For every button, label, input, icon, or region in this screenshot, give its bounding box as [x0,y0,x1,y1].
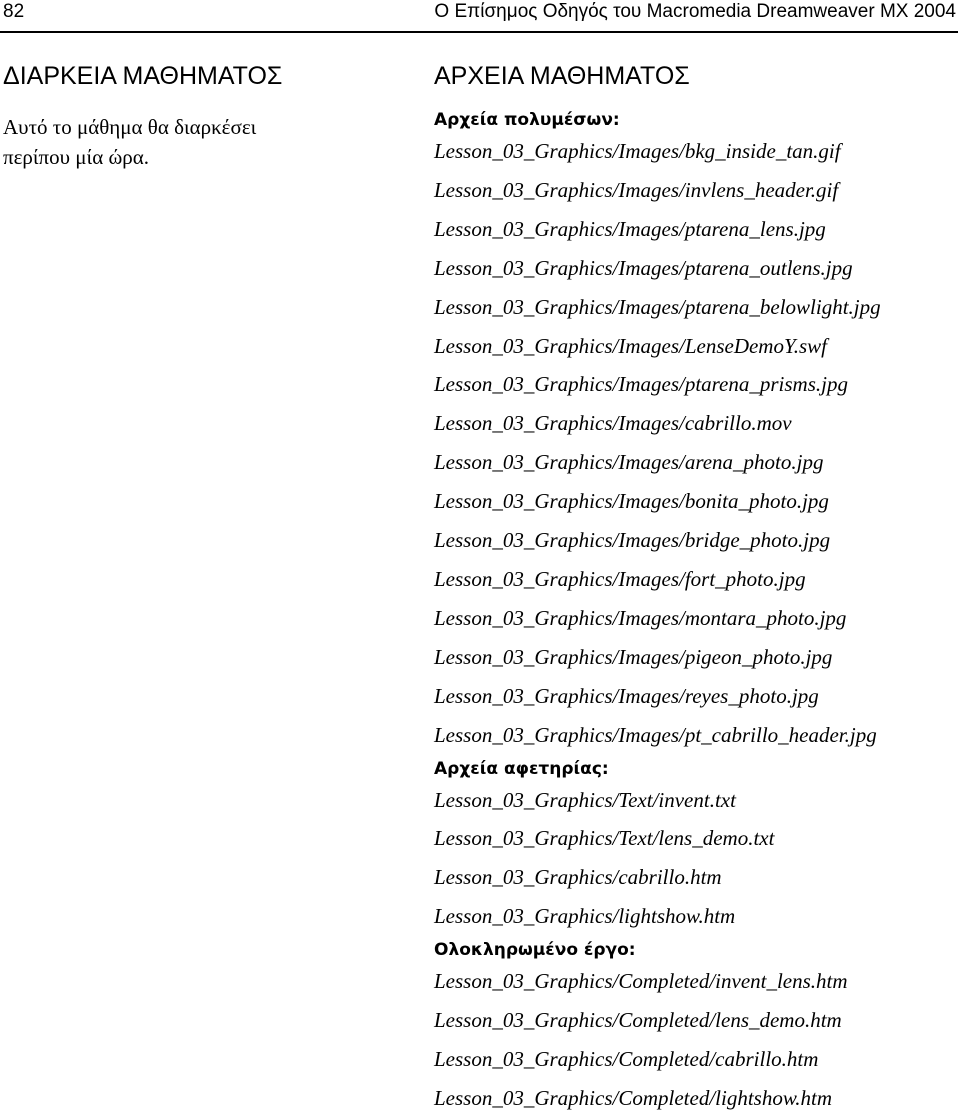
file-path: Lesson_03_Graphics/Images/ptarena_outlens.jpg [434,255,853,280]
file-section [434,938,954,1118]
file-path: Lesson_03_Graphics/Images/pigeon_photo.jpg [434,644,833,669]
file-path: Lesson_03_Graphics/Images/ptarena_lens.jpg [434,216,826,241]
lesson-files [434,60,954,1118]
file-section [434,108,954,755]
file-path: Lesson_03_Graphics/Completed/lens_demo.htm [434,1008,842,1033]
page-header [0,0,960,28]
section-heading: Αρχεία πολυμέσων: [434,110,620,130]
sidebar-title: ΔΙΑΡΚΕΙΑ ΜΑΘΗΜΑΤΟΣ [3,62,283,90]
file-list [434,132,954,755]
file-path: Lesson_03_Graphics/Images/bkg_inside_tan.gif [434,139,841,163]
file-list [434,962,954,1118]
file-path: Lesson_03_Graphics/Images/invlens_header.gif [434,177,839,202]
file-path: Lesson_03_Graphics/Images/cabrillo.mov [434,411,792,436]
sidebar-text: Αυτό το μάθημα θα διαρκέσει περίπου μία ώρα. [3,115,257,169]
file-path: Lesson_03_Graphics/Images/arena_photo.jpg [434,450,824,475]
file-path: Lesson_03_Graphics/Images/bridge_photo.jpg [434,528,831,553]
running-title: Ο Επίσημος Οδηγός του Macromedia Dreamweaver MX 2004 [434,1,956,22]
header-rule [0,31,958,33]
file-path: Lesson_03_Graphics/cabrillo.htm [434,865,722,890]
file-path: Lesson_03_Graphics/Completed/lightshow.htm [434,1085,833,1110]
sidebar-duration [3,60,293,172]
file-path: Lesson_03_Graphics/Images/fort_photo.jpg [434,566,806,591]
file-list [434,781,954,937]
file-path: Lesson_03_Graphics/Images/ptarena_belowlight.jpg [434,294,881,319]
file-path: Lesson_03_Graphics/Completed/cabrillo.htm [434,1046,819,1071]
file-path: Lesson_03_Graphics/Images/ptarena_prisms.jpg [434,372,848,397]
page-number: 82 [3,1,25,22]
file-path: Lesson_03_Graphics/Images/LenseDemoY.swf [434,333,827,358]
main-title: ΑΡΧΕΙΑ ΜΑΘΗΜΑΤΟΣ [434,62,690,90]
file-path: Lesson_03_Graphics/Images/pt_cabrillo_header.jpg [434,722,877,747]
file-path: Lesson_03_Graphics/lightshow.htm [434,904,736,929]
file-path: Lesson_03_Graphics/Images/bonita_photo.jpg [434,489,829,514]
file-path: Lesson_03_Graphics/Completed/invent_lens.htm [434,969,848,994]
file-path: Lesson_03_Graphics/Images/reyes_photo.jpg [434,683,819,708]
file-sections [434,108,954,1118]
file-path: Lesson_03_Graphics/Images/montara_photo.jpg [434,605,847,630]
section-heading: Αρχεία αφετηρίας: [434,758,609,779]
file-section [434,757,954,937]
file-path: Lesson_03_Graphics/Text/lens_demo.txt [434,826,775,851]
section-heading: Ολοκληρωμένο έργο: [434,940,636,961]
file-path: Lesson_03_Graphics/Text/invent.txt [434,787,736,812]
